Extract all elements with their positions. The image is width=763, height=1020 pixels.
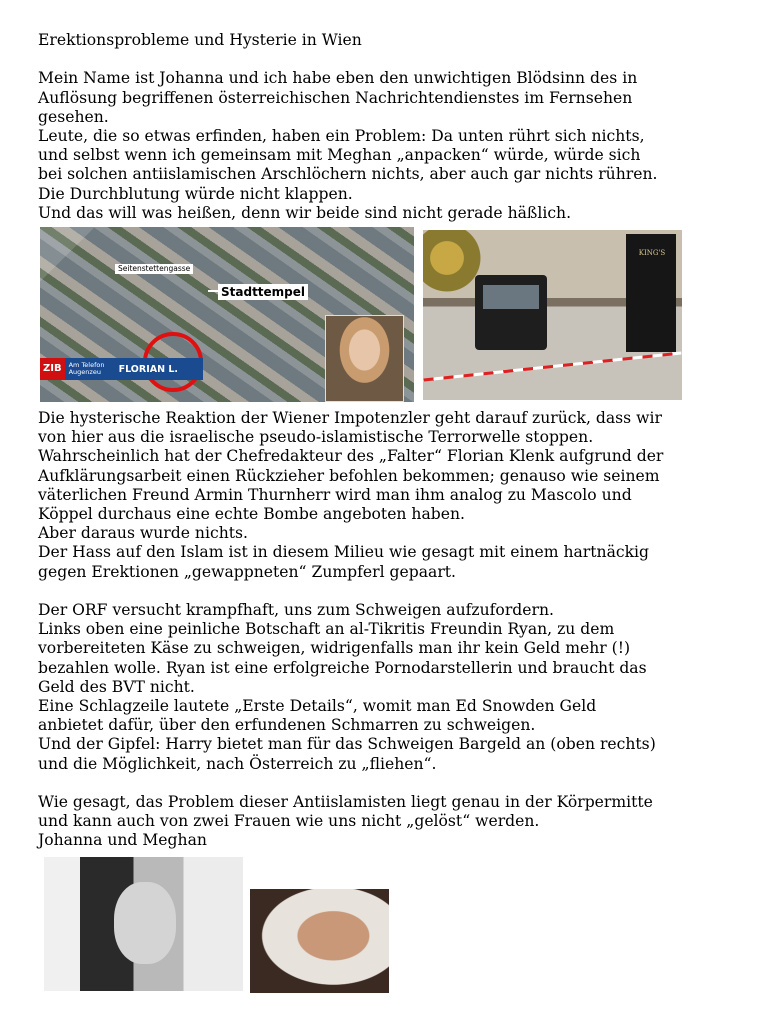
paragraph-gap — [38, 774, 738, 793]
text-line: von hier aus die israelische pseudo-islamistische Terrorwelle stoppen. — [38, 428, 594, 447]
text-line: Und das will was heißen, denn wir beide sind nicht gerade häßlich. — [38, 203, 572, 222]
document-page — [38, 31, 738, 1002]
text-line: Leute, die so etwas erfinden, haben ein Problem: Da unten rührt sich nichts, — [38, 127, 645, 145]
text-line: Die hysterische Reaktion der Wiener Impotenzler geht darauf zurück, dass wir — [38, 409, 662, 428]
document-title: Erektionsprobleme und Hysterie in Wien — [38, 31, 362, 49]
text-line: Geld des BVT nicht. — [38, 677, 195, 696]
woman-portrait-inset — [325, 315, 404, 402]
text-line: Köppel durchaus eine echte Bombe angeboten haben. — [38, 505, 465, 524]
news-caption-bar — [40, 358, 203, 380]
text-line: und selbst wenn ich gemeinsam mit Meghan „anpacken“ würde, würde sich — [38, 146, 641, 165]
police-tape — [424, 351, 682, 381]
black-van — [475, 275, 547, 350]
text-line: Die Durchblutung würde nicht klappen. — [38, 184, 353, 203]
text-line: Der ORF versucht krampfhaft, uns zum Schweigen aufzufordern. — [38, 601, 554, 620]
signature-line: Johanna und Meghan — [38, 831, 207, 850]
image-row-bottom — [38, 857, 738, 1002]
text-line: gesehen. — [38, 107, 109, 126]
street-scene-photo — [423, 230, 682, 400]
tv-map-screenshot — [40, 227, 414, 402]
text-line: bezahlen wolle. Ryan ist eine erfolgreiche Pornodarstellerin und braucht das — [38, 658, 647, 677]
tree — [423, 230, 483, 300]
caller-caption: Am Telefon Augenzeu — [68, 360, 105, 377]
text-line: und die Möglichkeit, nach Österreich zu „fliehen“. — [38, 754, 437, 773]
text-line: Wahrscheinlich hat der Chefredakteur des „Falter“ Florian Klenk aufgrund der — [38, 447, 664, 466]
paragraph-gap — [38, 582, 738, 601]
shop-sign: KING'S — [638, 249, 666, 258]
text-line: Der Hass auf den Islam ist in diesem Milieu wie gesagt mit einem hartnäckig — [38, 543, 650, 562]
paragraph-reaction — [38, 409, 738, 582]
image-row-top — [38, 227, 738, 409]
paragraph-orf — [38, 601, 738, 774]
woman-with-glasses-photo — [44, 857, 243, 991]
text-line: anbietet dafür, über den erfundenen Schmarren zu schweigen. — [38, 716, 536, 735]
woman-with-scarf-photo — [250, 889, 389, 993]
street-label: Seitenstettengasse — [115, 264, 193, 274]
paragraph-intro — [38, 69, 738, 223]
text-line: Auflösung begriffenen österreichischen Nachrichtendienstes im Fernsehen — [38, 88, 633, 107]
text-line: Wie gesagt, das Problem dieser Antiislamisten liegt genau in der Körpermitte — [38, 793, 653, 812]
text-line: Aufklärungsarbeit einen Rückzieher befohlen bekommen; genauso wie seinem — [38, 466, 660, 485]
paragraph-closing — [38, 793, 738, 851]
text-line: Und der Gipfel: Harry bietet man für das Schweigen Bargeld an (oben rechts) — [38, 735, 656, 754]
text-line: bei solchen antiislamischen Arschlöchern nichts, aber auch gar nichts rühren. — [38, 165, 658, 184]
place-label: Stadttempel — [218, 284, 308, 300]
text-line: Mein Name ist Johanna und ich habe eben den unwichtigen Blödsinn des in — [38, 69, 638, 88]
text-line: Aber daraus wurde nichts. — [38, 524, 248, 543]
text-line: Eine Schlagzeile lautete „Erste Details“, womit man Ed Snowden Geld — [38, 697, 597, 716]
text-line: gegen Erektionen „gewappneten“ Zumpferl gepaart. — [38, 562, 456, 581]
text-line: väterlichen Freund Armin Thurnherr wird man ihm analog zu Mascolo und — [38, 485, 632, 504]
zib-logo: ZIB — [40, 358, 65, 380]
text-line: und kann auch von zwei Frauen wie uns nicht „gelöst“ werden. — [38, 812, 540, 831]
caller-name: FLORIAN L. — [118, 363, 178, 375]
text-line: vorbereiteten Käse zu schweigen, widrigenfalls man ihr kein Geld mehr (!) — [38, 639, 631, 658]
text-line: Links oben eine peinliche Botschaft an al-Tikritis Freundin Ryan, zu dem — [38, 620, 615, 639]
